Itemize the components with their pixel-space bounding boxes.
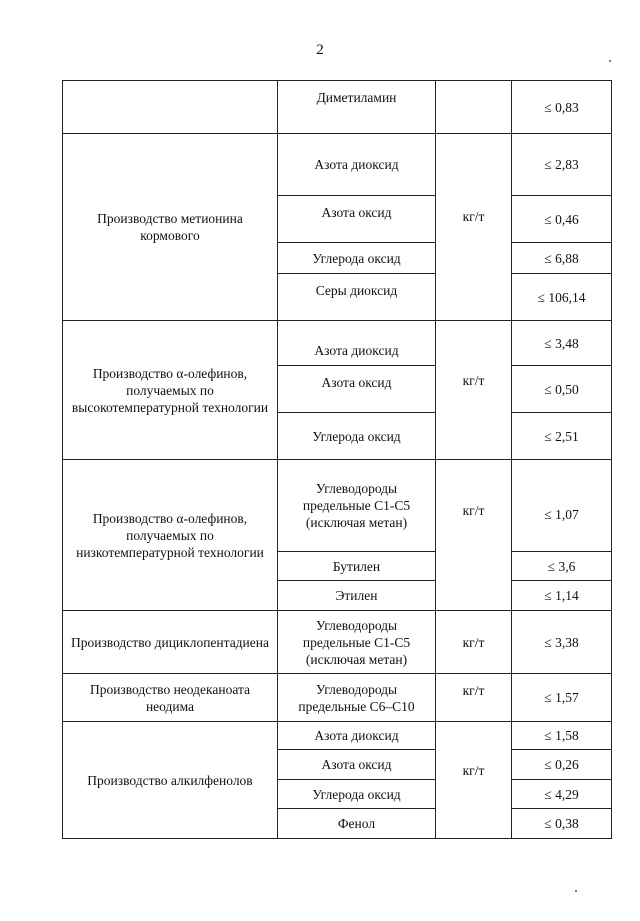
value-cell: ≤ 0,83 — [512, 81, 612, 134]
production-cell — [63, 81, 278, 134]
value-cell: ≤ 3,48 — [512, 321, 612, 366]
value-cell: ≤ 106,14 — [512, 274, 612, 321]
production-cell: Производство α-олефинов, получаемых по высокотемпературной технологии — [63, 321, 278, 460]
substance-cell: Азота диоксид — [278, 321, 436, 366]
unit-cell: кг/т — [436, 722, 512, 839]
substance-cell: Углеводороды предельные С1-С5 (исключая метан) — [278, 460, 436, 552]
substance-cell: Этилен — [278, 581, 436, 611]
substance-cell: Диметиламин — [278, 81, 436, 134]
production-cell: Производство алкилфенолов — [63, 722, 278, 839]
production-cell: Производство неодеканоата неодима — [63, 674, 278, 722]
unit-cell: кг/т — [436, 134, 512, 321]
value-cell: ≤ 1,57 — [512, 674, 612, 722]
value-cell: ≤ 3,38 — [512, 611, 612, 674]
substance-cell: Углерода оксид — [278, 243, 436, 274]
table-row — [63, 460, 612, 552]
table-row — [63, 722, 612, 750]
substance-cell: Серы диоксид — [278, 274, 436, 321]
unit-cell: кг/т — [436, 611, 512, 674]
substance-cell: Углерода оксид — [278, 413, 436, 460]
substance-cell: Азота оксид — [278, 366, 436, 413]
value-cell: ≤ 2,51 — [512, 413, 612, 460]
value-cell: ≤ 3,6 — [512, 552, 612, 581]
production-cell: Производство дициклопентадиена — [63, 611, 278, 674]
scan-speck — [609, 60, 611, 62]
unit-cell: кг/т — [436, 321, 512, 460]
substance-cell: Фенол — [278, 809, 436, 839]
table-row — [63, 611, 612, 674]
page-number: 2 — [316, 42, 324, 58]
scan-speck — [575, 890, 577, 892]
value-cell: ≤ 6,88 — [512, 243, 612, 274]
substance-cell: Азота диоксид — [278, 722, 436, 750]
value-cell: ≤ 0,26 — [512, 750, 612, 780]
table-row — [63, 81, 612, 134]
production-cell: Производство α-олефинов, получаемых по низкотемпературной технологии — [63, 460, 278, 611]
unit-cell — [436, 81, 512, 134]
value-cell: ≤ 0,38 — [512, 809, 612, 839]
table-row — [63, 134, 612, 196]
value-cell: ≤ 4,29 — [512, 780, 612, 809]
emissions-table — [62, 80, 612, 839]
value-cell: ≤ 1,14 — [512, 581, 612, 611]
value-cell: ≤ 1,07 — [512, 460, 612, 552]
table-row — [63, 321, 612, 366]
value-cell: ≤ 2,83 — [512, 134, 612, 196]
table-row — [63, 674, 612, 722]
substance-cell: Углерода оксид — [278, 780, 436, 809]
substance-cell: Азота оксид — [278, 750, 436, 780]
substance-cell: Углеводороды предельные С1-С5 (исключая метан) — [278, 611, 436, 674]
unit-cell: кг/т — [436, 460, 512, 611]
substance-cell: Азота оксид — [278, 196, 436, 243]
value-cell: ≤ 0,50 — [512, 366, 612, 413]
production-cell: Производство метионина кормового — [63, 134, 278, 321]
substance-cell: Углеводороды предельные С6–С10 — [278, 674, 436, 722]
substance-cell: Азота диоксид — [278, 134, 436, 196]
value-cell: ≤ 0,46 — [512, 196, 612, 243]
substance-cell: Бутилен — [278, 552, 436, 581]
value-cell: ≤ 1,58 — [512, 722, 612, 750]
unit-cell: кг/т — [436, 674, 512, 722]
